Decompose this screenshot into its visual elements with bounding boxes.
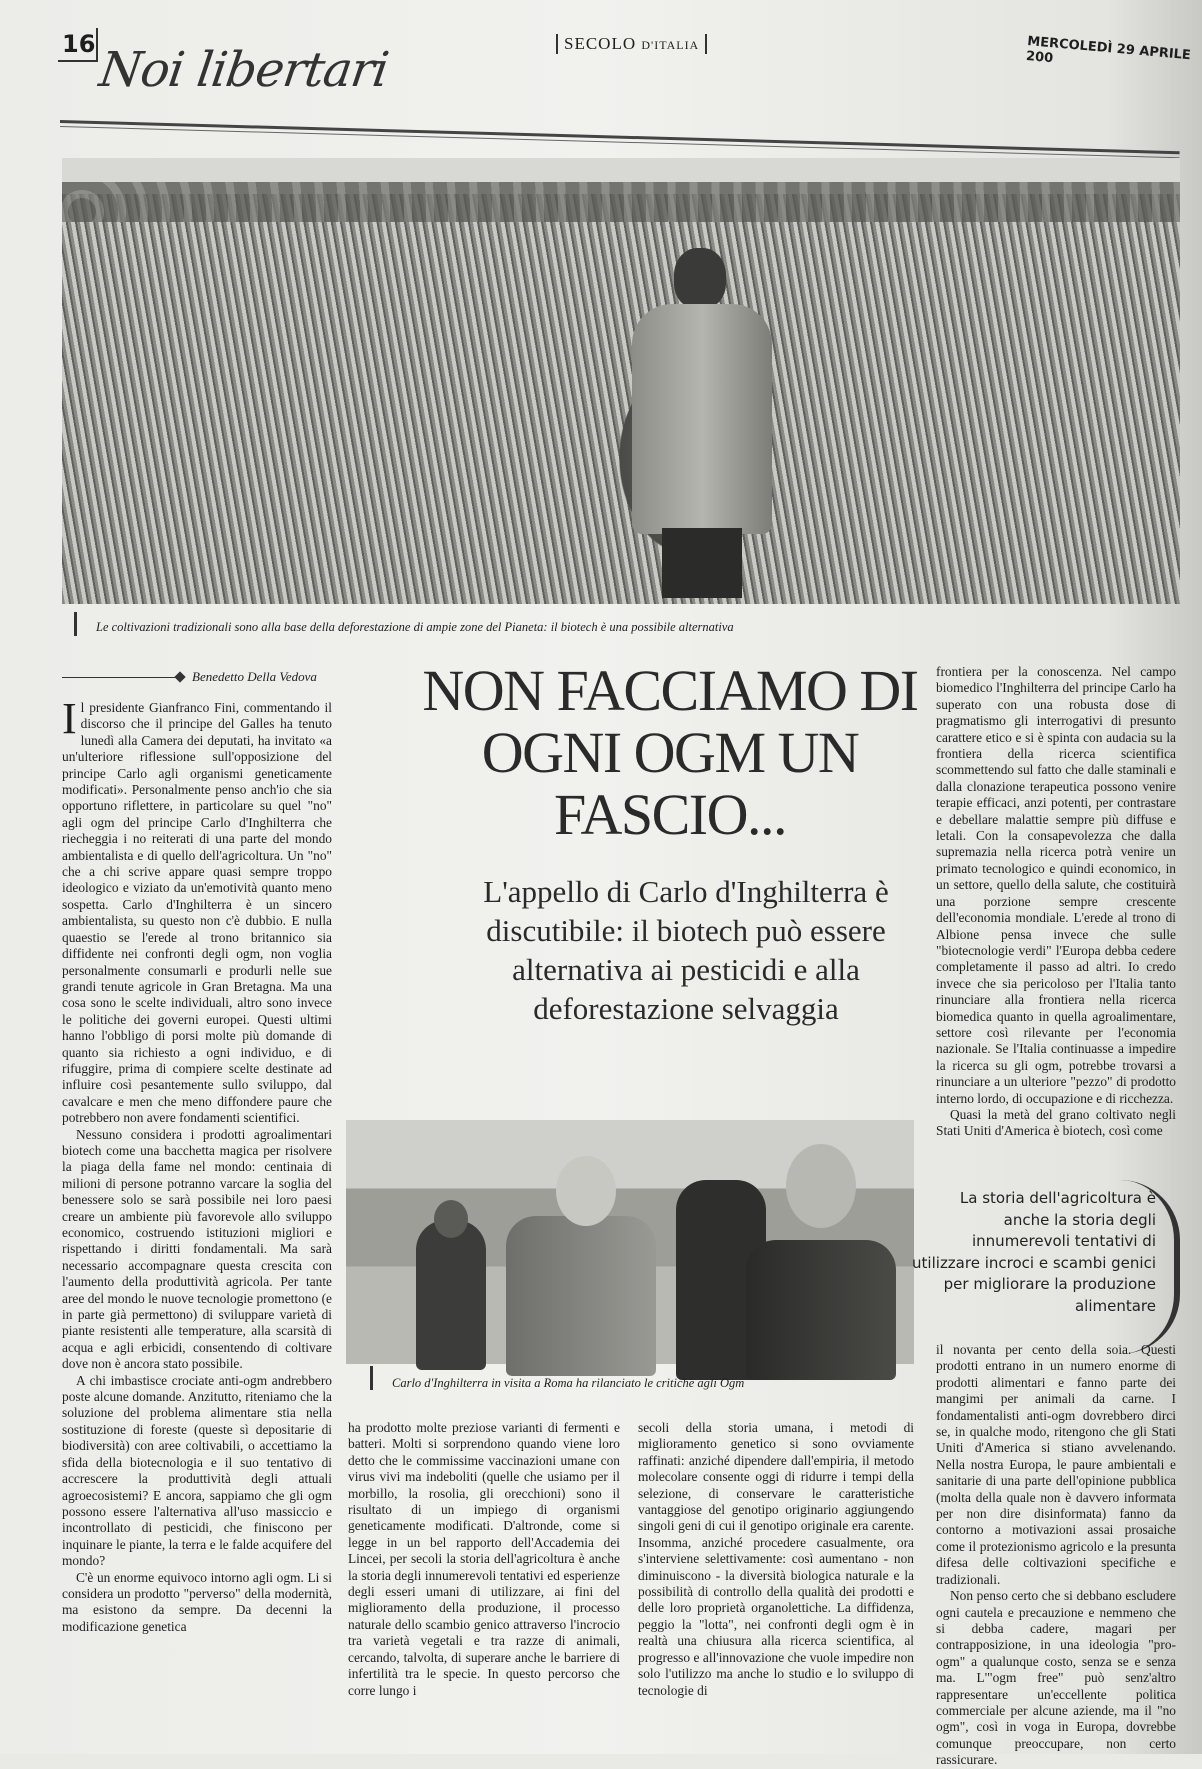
photo-person-right-head: [786, 1144, 856, 1228]
drop-cap: I: [62, 694, 77, 743]
cornfield-photo: [62, 158, 1180, 604]
mid-photo-caption: Carlo d'Inghilterra in visita a Roma ha rilanciato le critiche agli Ogm: [392, 1376, 745, 1390]
article-column-2: [348, 1420, 620, 1750]
prince-charles-photo: [346, 1120, 914, 1364]
author-diamond: [174, 671, 185, 682]
photo-person-left-head: [434, 1200, 468, 1238]
newspaper-name-main: SECOLO: [564, 34, 637, 53]
article-column-1: [62, 694, 332, 1750]
section-title: Noi libertari: [96, 42, 392, 98]
photo-person-right: [746, 1240, 896, 1380]
top-photo-caption: Le coltivazioni tradizionali sono alla base della deforestazione di ampie zone del Pianeta: il biotech è una possibile alternativa: [96, 620, 734, 634]
article-headline: NON FACCIAMO DI OGNI OGM UN FASCIO...: [422, 658, 918, 847]
paragraph: secoli della storia umana, i metodi di miglioramento genetico si sono ovviamente raffinati: anziché dipendere dall'empiria, il metodo molecolare consente oggi di ridurre i tempi della selezione, di conservare le caratteristiche vantaggiose del genotipo originario aggiungendo singoli geni di cui il genotipo originale era carente. Insomma, anziché procedere casualmente, ora s'interviene selettivamente: così aumentano - non diminuiscono - la diversità biologica naturale e la possibilità di controllo della qualità dei prodotti e delle loro proprietà organolettiche. La diffidenza, peggio la "lotta", nei confronti degli ogm è in realtà una chiusura alla ricerca scientifica, al progresso e all'innovazione che vuole impedire non solo l'utilizzo ma anche lo studio e lo sviluppo di tecnologie di: [638, 1420, 914, 1698]
farmer-body: [632, 304, 772, 534]
paragraph: [62, 694, 332, 1127]
farmer-figure: [632, 248, 772, 588]
farmer-head: [674, 248, 726, 308]
header-rule-thin: [60, 126, 1180, 158]
top-caption-bar: [74, 612, 77, 636]
mid-caption-bar: [370, 1366, 373, 1390]
photo-prince-head: [556, 1156, 616, 1226]
author-name: Benedetto Della Vedova: [192, 669, 317, 684]
newspaper-name-suffix: D'ITALIA: [641, 38, 700, 52]
article-column-3: [638, 1420, 914, 1750]
issue-date: MERCOLEDÌ 29 APRILE 200: [1025, 34, 1192, 67]
author-rule: [62, 677, 180, 678]
article-subheadline: L'appello di Carlo d'Inghilterra è discutibile: il biotech può essere alternativa ai pesticidi e alla deforestazione selvaggia: [483, 874, 889, 1026]
article-column-4-top: [936, 664, 1176, 1156]
pull-quote: La storia dell'agricoltura è anche la storia degli innumerevoli tentativi di utilizzare incroci e scambi genici per migliorare la produzione alimentare: [912, 1189, 1156, 1315]
photo-prince: [506, 1216, 656, 1376]
paragraph: Nessuno considera i prodotti agroalimentari biotech come una bacchetta magica per risolvere la piaga della fame nel mondo: centinaia di milioni di persone potranno varcare la soglia del benessere solo se sarà possibile nei loro paesi creare un ambiente più favorevole allo sviluppo economico, costruendo istituzioni migliori e rispettando i diritti fondamentali. Ma sarà necessario accompagnare questa crescita con l'aumento della produttività agricola. Per tante aree del mondo le nuove tecnologie promettono (e in parte già permettono) di sviluppare varietà di piante resistenti alle temperature, alla scarsità di acqua e agli erbicidi, consentendo di coltivare dove non è ancora stato possibile.: [62, 1126, 332, 1372]
paragraph: A chi imbastisce crociate anti-ogm andrebbero poste alcune domande. Anzitutto, riteniamo che la soluzione del problema alimentare stia nella sostituzione di foreste (queste sì depositarie di biodiversità) con aree coltivabili, o accettiamo la sfida della biotecnologia e il suo tentativo di accrescere la produttività degli attuali agroecosistemi? E ancora, sappiamo che gli ogm possono essere l'alternativa all'uso massiccio e incontrollato di pesticidi, che finiscono per inquinare le piante, la terra e le falde acquifere del mondo?: [62, 1372, 332, 1569]
newspaper-name: [556, 34, 707, 54]
header-rule: [60, 120, 1180, 154]
photo-person-left: [416, 1220, 486, 1370]
paragraph: frontiera per la conoscenza. Nel campo biomedico l'Inghilterra del principe Carlo ha superato con una robusta dose di pragmatismo gli interrogativi di presunto carattere etico e si è spinta con audacia su la frontiera della ricerca scientifica scommettendo sul fatto che dalle staminali e dalla clonazione terapeutica possono venire terapie efficaci, anzi potenti, per contrastare e debellare malattie sempre più diffuse e letali. Con la consapevolezza che dalla supremazia nella ricerca potrà venire un primato tecnologico e quindi economico, in un settore, quello della salute, che costituirà una porzione sempre crescente dell'economia mondiale. L'erede al trono di Albione pensa invece che sulle "biotecnologie verdi" l'Europa debba cedere completamente il passo ad altri. Io credo invece che sia pericoloso per l'Italia tanto rinunciare alla frontiera nella ricerca biomedica quanto in quella agroalimentare, settore così rilevante per l'economia nazionale. Se l'Italia continuasse a impedire la ricerca su gli ogm, potrebbe trovarsi a rinunciare a un ulteriore "pezzo" di prodotto interno lordo, di occupazione e di ricchezza.: [936, 664, 1176, 1106]
paragraph-text: l presidente Gianfranco Fini, commentando il discorso che il principe del Galles ha tenuto lunedì alla Camera dei deputati, ha invitato «a un'ulteriore riflessione sull'opposizione del principe Carlo agli organismi geneticamente modificati». Personalmente penso anch'io che sia opportuno riflettere, in particolare su quel "no" agli ogm del principe Carlo d'Inghilterra che riecheggia i no reiterati di una parte del mondo ambientalista e di quello dell'agricoltura. Un "no" che a chi scrive appare quasi sempre troppo ideologico e viziato da un'emotività quanto meno sospetta. Carlo d'Inghilterra è un sincero ambientalista, su questo non c'è dubbio. E nulla quaestio se l'erede al trono britannico sia diffidente nei confronti degli ogm, non voglia personalmente consumarli e produrli nelle sue grandi tenute agricole in Gran Bretagna. Ma una cosa sono le scelte individuali, altro sono invece le politiche dei governi europei. Questi ultimi hanno l'obbligo di porsi molte più domande di quanto sia richiesto a ogni individuo, e di rifuggire, prima di compiere scelte destinate ad influire così pesantemente sullo sviluppo, dal cavalcare e men che meno diffondere paure che potrebbero non avere fondamenti scientifici.: [62, 700, 332, 1126]
paragraph: ha prodotto molte preziose varianti di fermenti e batteri. Molti si sorprendono quando viene loro detto che le commissime vaccinazioni umane con virus vivi ma indeboliti (quelle che usiamo per il morbillo, la rosolia, gli orecchioni) sono il risultato di un impiego di organismi geneticamente modificati. D'altronde, come si legge in un bel rapporto dell'Accademia dei Lincei, per secoli la storia dell'agricoltura è anche la storia degli innumerevoli tentativi ed esperienze degli esseri umani di utilizzare, ai fini del miglioramento della produzione, il processo naturale dello scambio genico attraverso l'incrocio tra varietà vegetali e tra razze di animali, cercando, talvolta, di superare anche le barriere di infertilità tra le specie. In questo percorso che corre lungo i: [348, 1420, 620, 1698]
paragraph: Non penso certo che si debbano escludere ogni cautela e precauzione e nemmeno che si debba cadere, magari per contrapposizione, in una ideologia "pro-ogm" a qualunque costo, senza se e senza ma. L'"ogm free" può senz'altro rappresentare un'eccellente politica commerciale per alcune aziende, ma il "no ogm", così in voga in Europa, dovrebbe comunque preoccupare, non certo rassicurare.: [936, 1588, 1176, 1768]
paragraph: il novanta per cento della soia. Questi prodotti entrano in un numero enorme di prodotti alimentari e fanno parte dei mangimi per animali da carne. I fondamentalisti anti-ogm dovrebbero dirci se, in qualche modo, ritengono che gli Stati Uniti d'America si stiano avvelenando. Nella nostra Europa, le paure ambientali e sanitarie di una parte dell'opinione pubblica (molta della quale non è davvero informata per non dire disinformata) fanno da contorno a motivazioni assai prosaiche come il protezionismo agricolo e la presunta difesa delle coltivazioni specifiche e tradizionali.: [936, 1342, 1176, 1587]
article-column-4-bottom: [936, 1342, 1176, 1768]
farmer-legs: [662, 528, 742, 598]
photo-treeline: [62, 182, 1180, 222]
paragraph: Quasi la metà del grano coltivato negli Stati Uniti d'America è biotech, così come: [936, 1106, 1176, 1139]
paragraph: C'è un enorme equivoco intorno agli ogm. Li si considera un prodotto "perverso" della modernità, ma esistono da sempre. Da decenni la modificazione genetica: [62, 1569, 332, 1634]
page-number: 16: [62, 30, 96, 58]
